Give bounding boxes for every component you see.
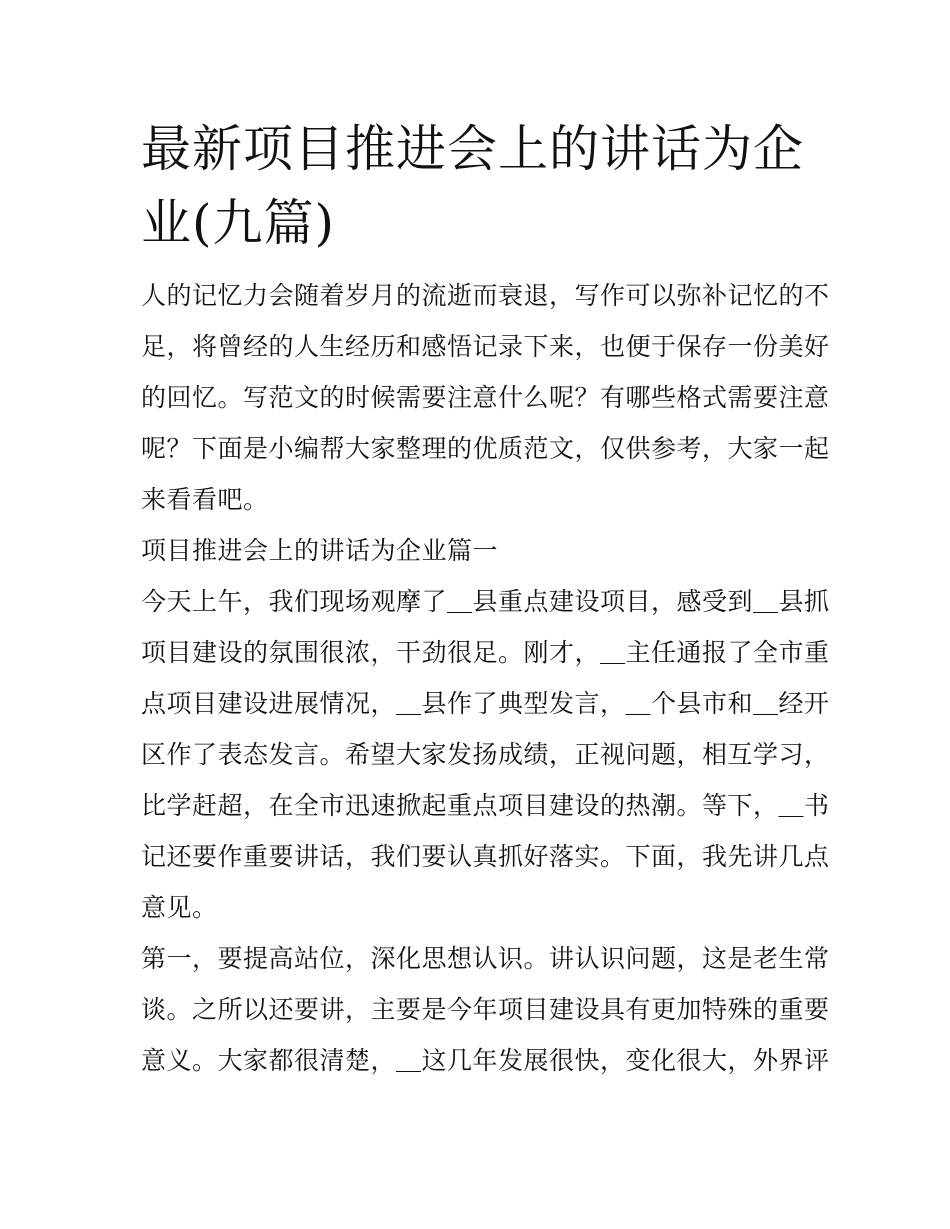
- body-line: 第一，要提高站位，深化思想认识。讲认识问题，这是老生常: [141, 944, 830, 973]
- intro-line: 足，将曾经的人生经历和感悟记录下来，也便于保存一份美好: [141, 332, 830, 361]
- body-line: 谈。之所以还要讲，主要是今年项目建设具有更加特殊的重要: [141, 995, 830, 1024]
- document-page: [141, 112, 830, 1086]
- body-line: 点项目建设进展情况，＿县作了典型发言，＿个县市和＿经开: [141, 689, 830, 718]
- body-paragraph-1: [141, 576, 830, 933]
- body-line: 项目建设的氛围很浓，干劲很足。刚才，＿主任通报了全市重: [141, 638, 830, 667]
- document-title: [141, 112, 813, 260]
- intro-line: 呢？下面是小编帮大家整理的优质范文，仅供参考，大家一起: [141, 434, 830, 463]
- intro-line: 人的记忆力会随着岁月的流逝而衰退，写作可以弥补记忆的不: [141, 281, 830, 310]
- section-heading: [141, 525, 813, 576]
- body-line: 意义。大家都很清楚，＿这几年发展很快，变化很大，外界评: [141, 1046, 830, 1075]
- body-line: 区作了表态发言。希望大家发扬成绩，正视问题，相互学习，: [141, 740, 830, 769]
- body-line: 比学赶超，在全市迅速掀起重点项目建设的热潮。等下，＿书: [141, 791, 830, 820]
- body-line: 今天上午，我们现场观摩了＿县重点建设项目，感受到＿县抓: [141, 587, 830, 616]
- body-line: 意见。: [141, 893, 218, 922]
- body-paragraph-2: [141, 933, 830, 1086]
- intro-line: 来看看吧。: [141, 485, 269, 514]
- section-heading-text: 项目推进会上的讲话为企业篇一: [141, 536, 499, 565]
- intro-paragraph: [141, 270, 830, 525]
- title-line: 业(九篇): [141, 194, 336, 252]
- title-line: 最新项目推进会上的讲话为企: [141, 120, 804, 178]
- body-line: 记还要作重要讲话，我们要认真抓好落实。下面，我先讲几点: [141, 842, 830, 871]
- intro-line: 的回忆。写范文的时候需要注意什么呢？有哪些格式需要注意: [141, 383, 830, 412]
